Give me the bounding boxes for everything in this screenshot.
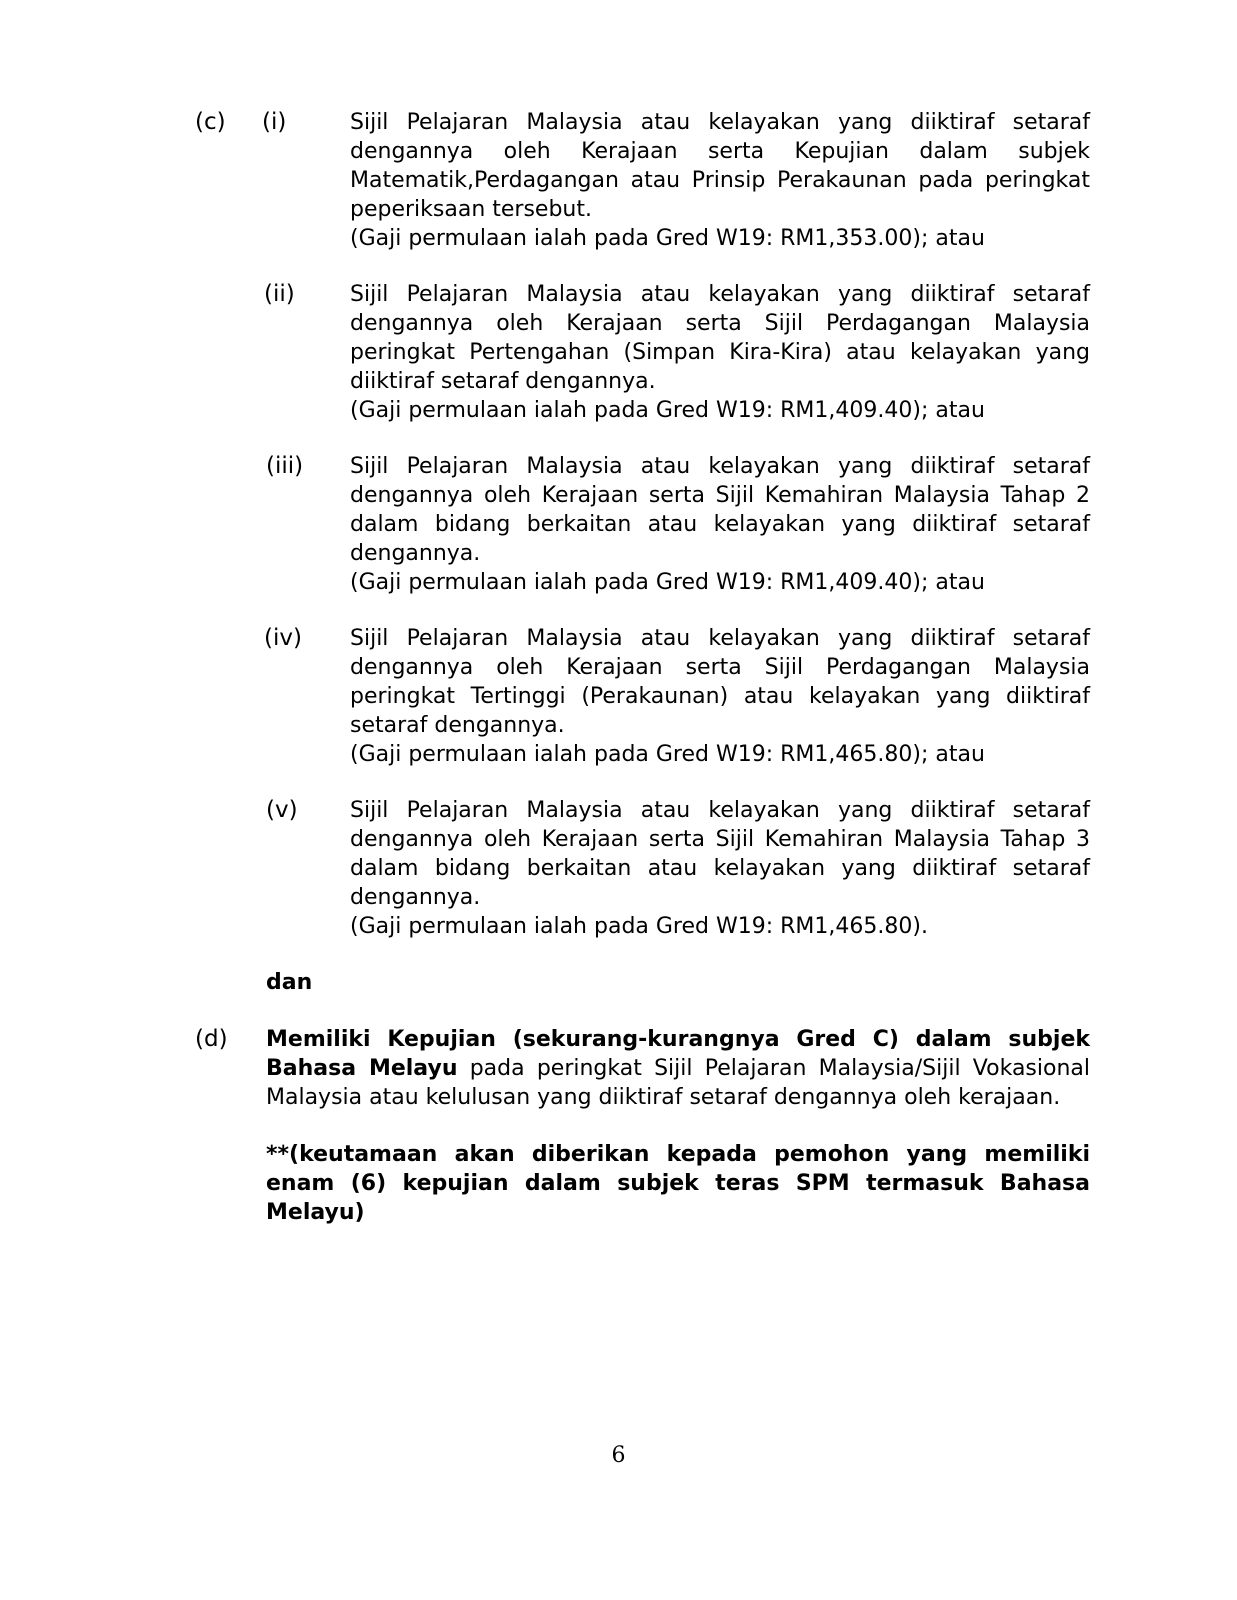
item-i-text: Sijil Pelajaran Malaysia atau kelayakan yang diiktiraf setaraf dengannya oleh Kerajaan serta Kepujian dalam subjek Matematik,Perdagangan atau Prinsip Perakaunan pada peringkat peperiksaan tersebut. xyxy=(350,110,1090,222)
section-d-rest-text: pada peringkat Sijil Pelajaran Malaysia/Sijil Vokasional Malaysia atau kelulusan yang diiktiraf setaraf dengannya oleh kerajaan. xyxy=(266,1056,1090,1110)
connector-dan: dan xyxy=(266,970,313,995)
item-iii-salary: (Gaji permulaan ialah pada Gred W19: RM1,409.40); atau xyxy=(350,570,985,595)
item-ii-salary: (Gaji permulaan ialah pada Gred W19: RM1,409.40); atau xyxy=(350,398,985,423)
item-iii xyxy=(350,452,1090,597)
item-iv-label: (iv) xyxy=(264,625,302,651)
item-iv-salary: (Gaji permulaan ialah pada Gred W19: RM1,465.80); atau xyxy=(350,742,985,767)
item-v xyxy=(350,796,1090,941)
item-iv xyxy=(350,624,1090,769)
section-d-label: (d) xyxy=(195,1026,228,1052)
item-ii xyxy=(350,280,1090,425)
item-i-label: (i) xyxy=(262,109,287,135)
item-ii-label: (ii) xyxy=(264,281,295,307)
item-v-salary: (Gaji permulaan ialah pada Gred W19: RM1,465.80). xyxy=(350,914,928,939)
item-i-salary: (Gaji permulaan ialah pada Gred W19: RM1,353.00); atau xyxy=(350,226,985,251)
item-v-text: Sijil Pelajaran Malaysia atau kelayakan yang diiktiraf setaraf dengannya oleh Kerajaan serta Sijil Kemahiran Malaysia Tahap 3 dalam bidang berkaitan atau kelayakan yang diiktiraf setaraf dengannya. xyxy=(350,798,1090,910)
section-d-paragraph xyxy=(266,1025,1090,1112)
item-ii-text: Sijil Pelajaran Malaysia atau kelayakan yang diiktiraf setaraf dengannya oleh Kerajaan serta Sijil Perdagangan Malaysia peringkat Pertengahan (Simpan Kira-Kira) atau kelayakan yang diiktiraf setaraf dengannya. xyxy=(350,282,1090,394)
item-iii-label: (iii) xyxy=(266,453,304,479)
item-v-label: (v) xyxy=(266,797,298,823)
item-iii-text: Sijil Pelajaran Malaysia atau kelayakan yang diiktiraf setaraf dengannya oleh Kerajaan serta Sijil Kemahiran Malaysia Tahap 2 dalam bidang berkaitan atau kelayakan yang diiktiraf setaraf dengannya. xyxy=(350,454,1090,566)
page-number: 6 xyxy=(611,1443,626,1468)
item-i xyxy=(350,108,1090,253)
section-c-label: (c) xyxy=(195,109,226,135)
priority-note: **(keutamaan akan diberikan kepada pemohon yang memiliki enam (6) kepujian dalam subjek teras SPM termasuk Bahasa Melayu) xyxy=(266,1142,1090,1225)
section-d-bold-text: Memiliki Kepujian (sekurang-kurangnya Gred C) dalam subjek Bahasa Melayu xyxy=(266,1027,1090,1081)
item-iv-text: Sijil Pelajaran Malaysia atau kelayakan yang diiktiraf setaraf dengannya oleh Kerajaan serta Sijil Perdagangan Malaysia peringkat Tertinggi (Perakaunan) atau kelayakan yang diiktiraf setaraf dengannya. xyxy=(350,626,1090,738)
